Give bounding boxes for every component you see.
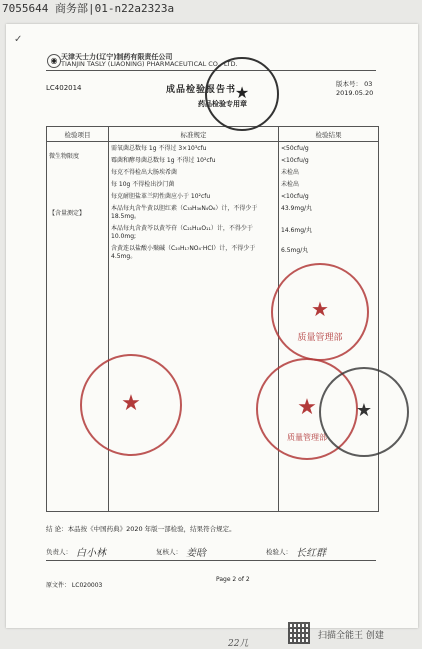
stamp-dept-text: 质量管理部 (297, 333, 343, 343)
conclusion: 结 论：本品按《中国药典》2020 年版一部检验，结果符合规定。 (46, 525, 236, 533)
doc-number: LC402014 (46, 84, 82, 92)
corner-mark: ✓ (14, 34, 23, 45)
version-block (336, 80, 373, 98)
standard-line: 每克不得检出大肠埃希菌 (111, 169, 178, 176)
standard-line: 每克耐胆盐革兰阴性菌应小于 10²cfu (111, 193, 211, 200)
reviewer-cell (156, 544, 266, 559)
document-page (6, 24, 418, 649)
header-item: 检验项目 (47, 127, 109, 142)
signature-divider (46, 560, 376, 561)
quality-inspection-stamp (202, 54, 282, 134)
result-line: 43.9mg/丸 (281, 205, 313, 212)
inspector-cell (266, 544, 376, 559)
company-name-cn: 天津天士力(辽宁)制药有限责任公司 (61, 53, 173, 61)
result-line: 14.6mg/丸 (281, 227, 313, 234)
reviewer-signature: 姜晗 (186, 548, 206, 559)
doc-subtitle: 药品检验专用章 (198, 100, 247, 108)
item-assay: 【含量测定】 (49, 210, 86, 217)
pharma-left-stamp (76, 350, 186, 460)
header-result: 检验结果 (279, 127, 379, 142)
result-line: <10cfu/g (281, 157, 309, 164)
standard-line: 需氧菌总数每 1g 不得过 3×10³cfu (111, 145, 207, 152)
header-strip: 7055644 商务部|01-n22a2323a (2, 2, 175, 15)
page-number: Page 2 of 2 (216, 576, 250, 583)
tasly-commerce-stamp (316, 364, 412, 460)
inspector-label: 检验人： (266, 548, 292, 556)
standard-line: 本品每丸含牛黄以胆红素（C₃₃H₃₆N₄O₆）计，不得少于 18.5mg。 (111, 205, 258, 220)
handwritten-note: 22几 (228, 639, 249, 649)
result-line: 6.5mg/丸 (281, 247, 309, 254)
stamp-star-icon: ★ (297, 395, 317, 420)
item-micro: 微生物限度 (49, 153, 80, 160)
version-label: 版本号： 03 (336, 80, 373, 88)
responsible-label: 负责人： (46, 548, 72, 556)
qr-code-icon (288, 622, 310, 644)
doc-title: 成品检验报告书 (166, 85, 237, 95)
commerce-quality-stamp (268, 260, 372, 364)
result-line: 未检出 (281, 169, 300, 176)
inspector-signature: 长红群 (296, 548, 326, 559)
standard-line: 每 10g 不得检出沙门菌 (111, 181, 175, 188)
responsible-cell (46, 544, 156, 559)
reviewer-label: 复核人： (156, 548, 182, 556)
record-number: 原文件： LC020003 (46, 582, 103, 589)
company-logo: ◉ (47, 54, 61, 68)
version-date: 2019.05.20 (336, 89, 374, 97)
result-line: <50cfu/g (281, 145, 309, 152)
result-line: 未检出 (281, 181, 300, 188)
standard-line: 含黄连以盐酸小檗碱（C₂₀H₁₇NO₄·HCl）计，不得少于 4.5mg。 (111, 245, 256, 260)
result-line: <10cfu/g (281, 193, 309, 200)
responsible-signature: 白小林 (76, 548, 106, 559)
stamp-star-icon: ★ (311, 297, 329, 321)
scanner-watermark: 扫描全能王 创建 (318, 631, 384, 641)
standard-line: 本品每丸含黄芩以黄芩苷（C₂₁H₁₈O₁₁）计，不得少于 10.0mg; (111, 225, 253, 240)
stamp-star-icon: ★ (121, 391, 141, 416)
stamp-star-icon: ★ (234, 83, 250, 102)
company-name-en: TIANJIN TASLY (LIAONING) PHARMACEUTICAL CO., LTD. (61, 60, 238, 68)
standard-line: 霉菌和酵母菌总数每 1g 不得过 10²cfu (111, 157, 216, 164)
signature-row (46, 544, 376, 559)
stamp-dept-text: 质量管理部 (287, 433, 327, 442)
stamp-star-icon: ★ (355, 400, 373, 421)
header-standard: 标准规定 (109, 127, 279, 142)
